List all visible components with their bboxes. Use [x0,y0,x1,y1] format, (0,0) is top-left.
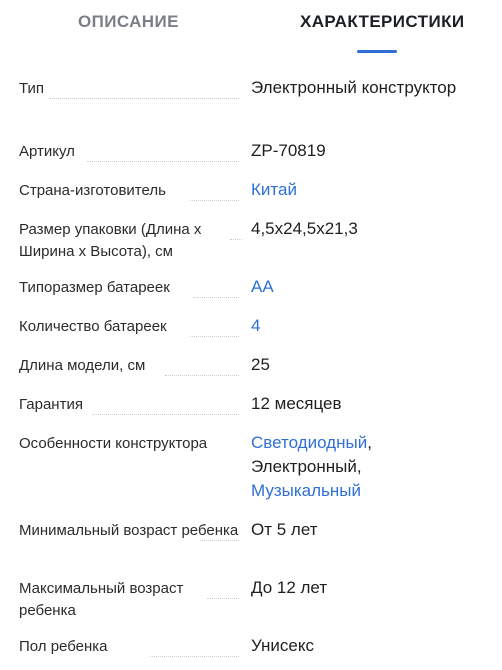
feature-link-led[interactable]: Светодиодный [251,433,368,452]
spec-value: От 5 лет [251,520,318,539]
spec-label: Тип [19,80,48,97]
country-link[interactable]: Китай [251,180,297,199]
battery-count-link[interactable]: 4 [251,316,261,335]
spec-value: Электронный конструктор [251,78,457,97]
tab-characteristics[interactable]: ХАРАКТЕРИСТИКИ [300,12,465,31]
spec-label: Длина модели, см [19,357,149,374]
spec-label: Гарантия [19,396,87,413]
spec-value: ZP-70819 [251,141,326,160]
spec-label: Размер упаковки (Длина х Ширина х Высота), см [19,221,202,260]
spec-label: Страна-изготовитель [19,182,170,199]
feature-electronic: Электронный, [251,457,362,476]
spec-label: Типоразмер батареек [19,279,174,296]
features-value [251,431,496,503]
spec-label: Минимальный возраст ребенка [19,522,242,539]
spec-value: 25 [251,355,270,374]
spec-label: Пол ребенка [19,638,112,655]
spec-label: Количество батареек [19,318,171,335]
tab-bar [0,0,502,62]
spec-label: Артикул [19,143,79,160]
spec-value: До 12 лет [251,578,328,597]
spec-label: Особенности конструктора [19,435,211,452]
spec-value: Унисекс [251,636,315,655]
battery-type-link[interactable]: АА [251,277,274,296]
active-tab-indicator [357,50,397,53]
tab-description[interactable]: ОПИСАНИЕ [78,12,179,31]
feature-separator: , [367,433,372,452]
spec-label: Максимальный возраст ребенка [19,580,184,619]
feature-link-musical[interactable]: Музыкальный [251,481,362,500]
spec-value: 12 месяцев [251,394,342,413]
spec-value: 4,5х24,5х21,3 [251,219,358,238]
